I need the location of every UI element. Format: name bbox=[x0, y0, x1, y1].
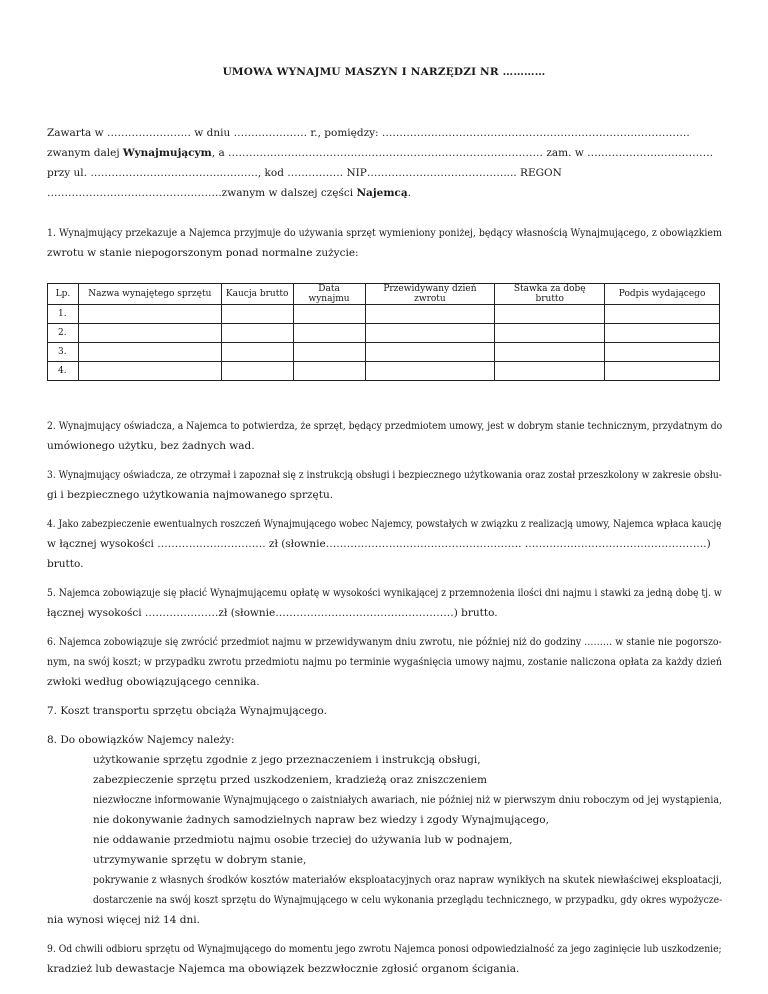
intro-line-4 bbox=[47, 187, 411, 199]
table-row bbox=[48, 343, 720, 362]
table-cell[interactable] bbox=[495, 343, 605, 362]
table-cell[interactable] bbox=[221, 305, 293, 324]
table-cell[interactable] bbox=[365, 324, 495, 343]
p4-line-1: 4. Jako zabezpieczenie ewentualnych roszczeń Wynajmującego wobec Najemcy, powstałych w związku z realizacją umowy, Najemca wpłaca kaucję bbox=[47, 518, 722, 530]
p4-line-3: brutto. bbox=[47, 558, 84, 570]
p9-line-2: kradzież lub dewastacje Najemca ma obowiązek bezzwłocznie zgłosić organom ścigania. bbox=[47, 963, 520, 975]
table-cell[interactable] bbox=[495, 324, 605, 343]
header-return-date: Przewidywany dzień zwrotu bbox=[365, 284, 495, 305]
table-row bbox=[48, 324, 720, 343]
table-cell[interactable] bbox=[293, 362, 365, 381]
table-cell[interactable] bbox=[605, 324, 720, 343]
intro-line-4-a: …………………………………………..zwanym w dalszej części bbox=[47, 187, 357, 199]
table-cell[interactable] bbox=[605, 343, 720, 362]
header-rent-date: Data wynajmu bbox=[293, 284, 365, 305]
p3-line-2: gi i bezpiecznego użytkowania najmowanego sprzętu. bbox=[47, 489, 334, 501]
table-cell[interactable] bbox=[495, 362, 605, 381]
table-cell[interactable] bbox=[605, 305, 720, 324]
p9-line-1: 9. Od chwili odbioru sprzętu od Wynajmującego do momentu jego zwrotu Najemca ponosi odpowiedzialność za jego zaginięcie lub uszkodzenie; bbox=[47, 943, 722, 955]
table-cell[interactable] bbox=[293, 343, 365, 362]
list-item: zabezpieczenie sprzętu przed uszkodzeniem, kradzieżą oraz zniszczeniem bbox=[93, 774, 487, 786]
table-cell[interactable] bbox=[78, 305, 221, 324]
intro-line-3 bbox=[47, 167, 562, 179]
intro-line-2-c: , a ……………………………………………………………………………… zam. w ……………………………… bbox=[211, 147, 714, 159]
list-item: użytkowanie sprzętu zgodnie z jego przeznaczeniem i instrukcją obsługi, bbox=[93, 754, 481, 766]
table-cell[interactable] bbox=[293, 305, 365, 324]
list-item: niezwłoczne informowanie Wynajmującego o zaistniałych awariach, nie później niż w pierwszym dniu roboczym od jej wystąpienia, bbox=[93, 794, 723, 806]
table-row bbox=[48, 305, 720, 324]
list-item: pokrywanie z własnych środków kosztów materiałów eksploatacyjnych oraz napraw wynikłych na skutek niewłaściwej eksploatacji, bbox=[93, 874, 722, 886]
p2-line-2: umówionego użytku, bez żadnych wad. bbox=[47, 440, 255, 452]
table-cell[interactable] bbox=[495, 305, 605, 324]
header-signature: Podpis wydającego bbox=[605, 284, 720, 305]
p3-line-1: 3. Wynajmujący oświadcza, ze otrzymał i zapoznał się z instrukcją obsługi i bezpiecznego użytkowania oraz został przeszkolony w zakresie obsłu- bbox=[47, 469, 722, 481]
table-cell[interactable] bbox=[221, 324, 293, 343]
header-name: Nazwa wynajętego sprzętu bbox=[78, 284, 221, 305]
list-item: utrzymywanie sprzętu w dobrym stanie, bbox=[93, 854, 307, 866]
list-item: nie oddawanie przedmiotu najmu osobie trzeciej do używania lub w podnajem, bbox=[93, 834, 513, 846]
p8-heading: 8. Do obowiązków Najemcy należy: bbox=[47, 734, 235, 746]
table-cell[interactable] bbox=[78, 362, 221, 381]
table-row bbox=[48, 362, 720, 381]
p1-line-2: zwrotu w stanie niepogorszonym ponad normalne zużycie: bbox=[47, 247, 359, 259]
row-number: 4. bbox=[48, 362, 79, 381]
intro-line-3-text: przy ul. ………………………………..………., kod ……………. NIP………………………………….... REGON bbox=[47, 167, 562, 179]
intro-line-2 bbox=[47, 147, 713, 159]
p6-line-3: zwłoki według obowiązującego cennika. bbox=[47, 676, 260, 688]
header-daily-rate: Stawka za dobę brutto bbox=[495, 284, 605, 305]
intro-line-4-c: . bbox=[407, 187, 411, 199]
table-cell[interactable] bbox=[365, 362, 495, 381]
list-item: nie dokonywanie żadnych samodzielnych napraw bez wiedzy i zgody Wynajmującego, bbox=[93, 814, 549, 826]
table-header-row bbox=[48, 284, 720, 305]
p5-line-1: 5. Najemca zobowiązuje się płacić Wynajmującemu opłatę w wysokości wynikającej z przemnożenia ilości dni najmu i stawki za jedną dobę tj. w bbox=[47, 587, 722, 599]
p7-line: 7. Koszt transportu sprzętu obciąża Wynajmującego. bbox=[47, 705, 327, 717]
wynajmujacy-label: Wynajmującym bbox=[122, 147, 212, 159]
header-lp: Lp. bbox=[48, 284, 79, 305]
p5-line-2: łącznej wysokości …………………zł (słownie……………………………………………) brutto. bbox=[47, 607, 498, 619]
list-item: dostarczenie na swój koszt sprzętu do Wynajmującego w celu wykonania przeglądu technicznego, w przypadku, gdy okres wypożycze- bbox=[93, 894, 723, 906]
document-title: UMOWA WYNAJMU MASZYN I NARZĘDZI NR ………… bbox=[222, 66, 546, 78]
p6-line-1: 6. Najemca zobowiązuje się zwrócić przedmiot najmu w przewidywanym dniu zwrotu, nie później niż do godziny ……… w stanie nie pogorszo- bbox=[47, 636, 722, 648]
table-cell[interactable] bbox=[365, 305, 495, 324]
p8-tail: nia wynosi więcej niż 14 dni. bbox=[47, 914, 200, 926]
intro-line-1-text: Zawarta w …………………… w dniu ………………… r., pomiędzy: ……………………………………………………………………………. bbox=[47, 127, 690, 139]
p4-line-2: w łącznej wysokości …………………………. zł (słownie………………….……………………………. …………………………………………….) bbox=[47, 538, 711, 550]
table-cell[interactable] bbox=[78, 343, 221, 362]
table-cell[interactable] bbox=[78, 324, 221, 343]
table-cell[interactable] bbox=[293, 324, 365, 343]
intro-line-2-a: zwanym dalej bbox=[47, 147, 123, 159]
equipment-table bbox=[47, 283, 720, 381]
row-number: 2. bbox=[48, 324, 79, 343]
row-number: 1. bbox=[48, 305, 79, 324]
table-cell[interactable] bbox=[605, 362, 720, 381]
p1-line-1: 1. Wynajmujący przekazuje a Najemca przyjmuje do używania sprzęt wymieniony poniżej, będący własnością Wynajmującego, z obowiązkiem bbox=[47, 227, 722, 239]
table-cell[interactable] bbox=[221, 343, 293, 362]
table-cell[interactable] bbox=[221, 362, 293, 381]
table-cell[interactable] bbox=[365, 343, 495, 362]
p2-line-1: 2. Wynajmujący oświadcza, a Najemca to potwierdza, że sprzęt, będący przedmiotem umowy, jest w dobrym stanie technicznym, przydatnym do bbox=[47, 420, 723, 432]
header-deposit: Kaucja brutto bbox=[221, 284, 293, 305]
row-number: 3. bbox=[48, 343, 79, 362]
najemca-label: Najemcą bbox=[356, 187, 408, 199]
intro-line-1 bbox=[47, 127, 690, 139]
p6-line-2: nym, na swój koszt; w przypadku zwrotu przedmiotu najmu po terminie wygaśnięcia umowy najmu, zostanie naliczona opłata za każdy dzień bbox=[47, 656, 722, 668]
